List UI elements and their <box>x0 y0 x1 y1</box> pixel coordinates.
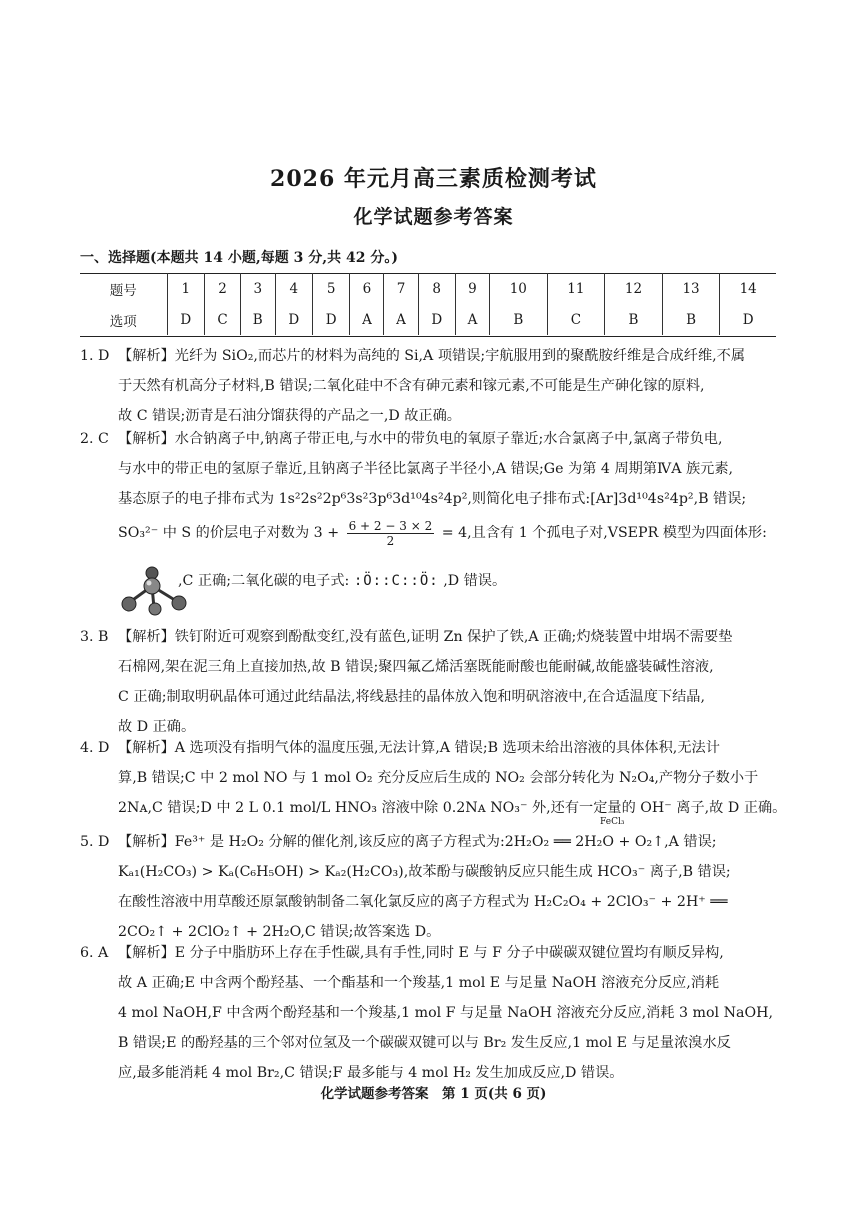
table-cell: B <box>662 304 720 335</box>
question-line: 4 mol NaOH,F 中含两个酚羟基和一个羧基,1 mol F 与足量 NaOH 溶液充分反应,消耗 3 mol NaOH, <box>118 1005 773 1021</box>
question-line: 【解析】光纤为 SiO₂,而芯片的材料为高纯的 Si,A 项错误;宇航服用到的聚酰胺纤维是合成纤维,不属 <box>118 348 746 364</box>
question-line: = 4,且含有 1 个孤电子对,VSEPR 模型为四面体形: <box>441 525 767 541</box>
question-label: 4. D <box>80 740 110 756</box>
catalyst-label: FeCl₃ <box>600 817 625 827</box>
question-line: 与水中的带正电的氢原子靠近,且钠离子半径比氯离子半径小,A 错误;Ge 为第 4 周期第ⅣA 族元素, <box>118 461 734 477</box>
question-line: 故 A 正确;E 中含两个酚羟基、一个酯基和一个羧基,1 mol E 与足量 NaOH 溶液充分反应,消耗 <box>118 975 720 991</box>
table-cell: A <box>455 304 489 335</box>
table-cell: 5 <box>312 273 349 304</box>
table-cell: C <box>205 304 241 335</box>
question-label: 2. C <box>80 431 109 447</box>
question-label: 6. A <box>80 945 109 961</box>
question-line: Kₐ₁(H₂CO₃) > Kₐ(C₆H₅OH) > Kₐ₂(H₂CO₃),故苯酚与碳酸钠反应只能生成 HCO₃⁻ 离子,B 错误; <box>118 864 731 880</box>
table-cell: B <box>240 304 275 335</box>
fraction-denominator: 2 <box>386 533 395 548</box>
question-line: 应,最多能消耗 4 mol Br₂,C 错误;F 最多能与 4 mol H₂ 发生加成反应,D 错误。 <box>118 1065 624 1081</box>
table-cell: 6 <box>350 273 384 304</box>
row-label: 题号 <box>109 282 137 299</box>
question-line: 故 D 正确。 <box>118 719 196 735</box>
table-cell: B <box>489 304 547 335</box>
question-line: SO₃²⁻ 中 S 的价层电子对数为 3 + <box>118 525 340 541</box>
question-line: 2CO₂↑ + 2ClO₂↑ + 2H₂O,C 错误;故答案选 D。 <box>118 924 441 940</box>
question-label: 1. D <box>80 348 110 364</box>
question-3 <box>80 622 790 742</box>
table-cell: 9 <box>455 273 489 304</box>
question-line: B 错误;E 的酚羟基的三个邻对位氢及一个碳碳双键可以与 Br₂ 发生反应,1 mol E 与足量浓溴水反 <box>118 1035 731 1051</box>
question-6 <box>80 938 790 1088</box>
fraction <box>347 519 435 548</box>
question-line: ,C 正确;二氧化碳的电子式: <box>178 573 350 589</box>
table-cell: 4 <box>275 273 312 304</box>
question-line: 算,B 错误;C 中 2 mol NO 与 1 mol O₂ 充分反应后生成的 NO₂ 会部分转化为 N₂O₄,产物分子数小于 <box>118 770 759 786</box>
table-cell: B <box>605 304 663 335</box>
question-label: 5. D <box>80 834 110 850</box>
table-cell: D <box>167 304 204 335</box>
table-cell: D <box>720 304 776 335</box>
vsepr-tetrahedral-model <box>120 566 188 616</box>
table-cell: 7 <box>384 273 418 304</box>
question-label: 3. B <box>80 629 109 645</box>
table-cell: 12 <box>605 273 663 304</box>
question-line: 在酸性溶液中用草酸还原氯酸钠制备二氧化氯反应的离子方程式为 H₂C₂O₄ + 2ClO₃⁻ + 2H⁺ ══ <box>118 894 728 910</box>
question-line: 基态原子的电子排布式为 1s²2s²2p⁶3s²3p⁶3d¹⁰4s²4p²,则简化电子排布式:[Ar]3d¹⁰4s²4p²,B 错误; <box>118 491 747 507</box>
lewis-structure: :Ö::C::Ö: <box>353 573 439 589</box>
question-line: 于天然有机高分子材料,B 错误;二氧化硅中不含有砷元素和镓元素,不可能是生产砷化镓的原料, <box>118 378 705 394</box>
table-cell: 11 <box>547 273 605 304</box>
table-cell: 10 <box>489 273 547 304</box>
question-line: ,D 错误。 <box>443 573 507 589</box>
table-cell: D <box>275 304 312 335</box>
row-label: 选项 <box>109 313 137 330</box>
table-cell: A <box>350 304 384 335</box>
question-line: C 正确;制取明矾晶体可通过此结晶法,将线悬挂的晶体放入饱和明矾溶液中,在合适温度下结晶, <box>118 689 705 705</box>
question-line: 石棉网,架在泥三角上直接加热,故 B 错误;聚四氟乙烯活塞既能耐酸也能耐碱,故能盛装碱性溶液, <box>118 659 714 675</box>
page-subtitle: 化学试题参考答案 <box>353 206 514 228</box>
fraction-numerator: 6 + 2 − 3 × 2 <box>348 518 433 533</box>
table-cell: 2 <box>205 273 241 304</box>
table-cell: 8 <box>418 273 455 304</box>
question-line: 【解析】E 分子中脂肪环上存在手性碳,具有手性,同时 E 与 F 分子中碳碳双键位置均有顺反异构, <box>118 945 724 961</box>
section-heading: 一、选择题(本题共 14 小题,每题 3 分,共 42 分。) <box>80 250 398 266</box>
table-cell: 3 <box>240 273 275 304</box>
table-cell: D <box>312 304 349 335</box>
page-title: 2026 年元月高三素质检测考试 <box>270 166 597 192</box>
table-cell: D <box>418 304 455 335</box>
table-cell: 14 <box>720 273 776 304</box>
question-line: 【解析】A 选项没有指明气体的温度压强,无法计算,A 错误;B 选项未给出溶液的具体体积,无法计 <box>118 740 720 756</box>
table-row-answers <box>80 304 776 335</box>
question-line: 故 C 错误;沥青是石油分馏获得的产品之一,D 故正确。 <box>118 408 461 424</box>
question-line: 【解析】Fe³⁺ 是 H₂O₂ 分解的催化剂,该反应的离子方程式为:2H₂O₂ ══ 2H₂O + O₂↑,A 错误; <box>118 834 717 850</box>
question-line: 2Nᴀ,C 错误;D 中 2 L 0.1 mol/L HNO₃ 溶液中除 0.2Nᴀ NO₃⁻ 外,还有一定量的 OH⁻ 离子,故 D 正确。 <box>118 800 787 816</box>
answer-table <box>80 273 776 335</box>
question-4 <box>80 733 790 823</box>
table-cell: A <box>384 304 418 335</box>
question-1 <box>80 341 790 431</box>
table-row-numbers <box>80 273 776 304</box>
table-cell: 1 <box>167 273 204 304</box>
table-cell: 13 <box>662 273 720 304</box>
page-footer: 化学试题参考答案 第 1 页(共 6 页) <box>320 1086 547 1102</box>
question-5 <box>80 817 790 947</box>
table-cell: C <box>547 304 605 335</box>
question-line: 【解析】水合钠离子中,钠离子带正电,与水中的带负电的氧原子靠近;水合氯离子中,氯离子带负电, <box>118 431 723 447</box>
question-line: 【解析】铁钉附近可观察到酚酞变红,没有蓝色,证明 Zn 保护了铁,A 正确;灼烧装置中坩埚不需要垫 <box>118 629 733 645</box>
